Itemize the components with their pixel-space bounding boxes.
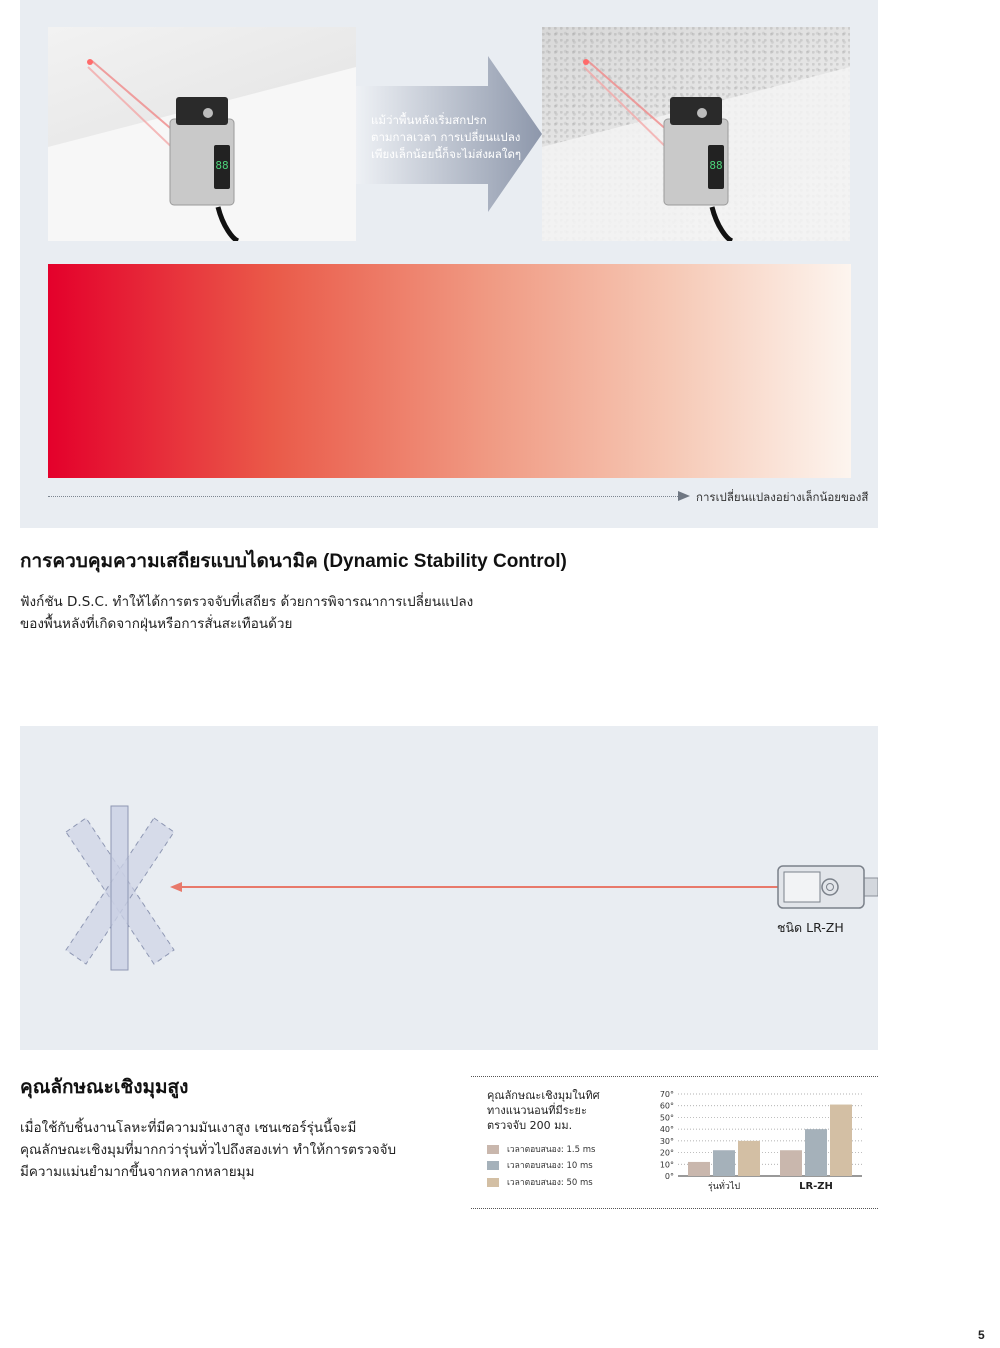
legend-label: เวลาตอบสนอง: 10 ms xyxy=(507,1161,593,1171)
legend-swatch xyxy=(487,1161,499,1170)
angle-section-body xyxy=(20,1117,396,1183)
legend-item xyxy=(487,1175,593,1189)
chart-description-line: ตรวจจับ 200 มม. xyxy=(487,1119,573,1132)
angle-diagram xyxy=(20,726,878,1050)
x-category-label: LR-ZH xyxy=(799,1181,833,1192)
bar xyxy=(830,1105,852,1176)
chart-description-line: คุณลักษณะเชิงมุมในทิศ xyxy=(487,1089,600,1102)
chart-box-bottom-border xyxy=(471,1208,878,1209)
sensor-model-label: ชนิด LR-ZH xyxy=(777,920,844,935)
dsc-body-line: ฟังก์ชัน D.S.C. ทำให้ได้การตรวจจับที่เสถียร ด้วยการพิจารณาการเปลี่ยนแปลง xyxy=(20,594,474,610)
y-tick-label: 20° xyxy=(659,1148,674,1158)
y-tick-label: 70° xyxy=(659,1090,674,1099)
arrow-caption-line: ตามกาลเวลา การเปลี่ยนแปลง xyxy=(371,130,521,144)
dsc-section-title: การควบคุมความเสถียรแบบไดนามิค (Dynamic Stability Control) xyxy=(20,551,567,572)
svg-text:88: 88 xyxy=(709,159,723,172)
color-change-label: การเปลี่ยนแปลงอย่างเล็กน้อยของสี xyxy=(696,490,869,504)
legend-item xyxy=(487,1158,593,1172)
sensor-photo-clean-background xyxy=(48,27,356,241)
beam-arrow-icon xyxy=(170,882,780,892)
y-tick-label: 10° xyxy=(659,1160,674,1170)
bar xyxy=(780,1150,802,1176)
legend-label: เวลาตอบสนอง: 1.5 ms xyxy=(507,1145,596,1155)
color-change-dotted-line xyxy=(48,496,678,497)
arrow-right-icon xyxy=(678,491,690,501)
x-category-label: รุ่นทั่วไป xyxy=(707,1182,741,1192)
sensor-illustration-icon xyxy=(48,27,356,241)
y-tick-label: 60° xyxy=(659,1101,674,1111)
chart-description-line: ทางแนวนอนที่มีระยะ xyxy=(487,1104,587,1117)
angle-body-line: คุณลักษณะเชิงมุมที่มากกว่ารุ่นทั่วไปถึงสองเท่า ทำให้การตรวจจับ xyxy=(20,1142,397,1158)
sensor-side-icon xyxy=(778,866,878,908)
legend-item xyxy=(487,1142,595,1156)
tilted-workpiece-icon xyxy=(66,806,174,970)
sensor-photo-dirty-background xyxy=(542,27,850,241)
color-gradient-bar xyxy=(48,264,851,478)
y-tick-label: 40° xyxy=(659,1125,674,1135)
arrow-caption-line: เพียงเล็กน้อยนี้ก็จะไม่ส่งผลใดๆ xyxy=(371,147,522,161)
bar xyxy=(713,1150,735,1176)
page-number: 5 xyxy=(978,1328,985,1342)
y-tick-label: 30° xyxy=(659,1136,674,1146)
angle-section-title: คุณลักษณะเชิงมุมสูง xyxy=(20,1077,189,1098)
y-tick-label: 50° xyxy=(659,1113,674,1123)
bar xyxy=(738,1141,760,1176)
arrow-caption xyxy=(371,112,531,163)
sensor-illustration-icon xyxy=(542,27,850,241)
svg-text:88: 88 xyxy=(215,159,229,172)
legend-label: เวลาตอบสนอง: 50 ms xyxy=(507,1178,593,1188)
chart-description xyxy=(487,1088,627,1133)
angle-body-line: เมื่อใช้กับชิ้นงานโลหะที่มีความมันเงาสูง เซนเซอร์รุ่นนี้จะมี xyxy=(20,1120,357,1136)
bar xyxy=(688,1162,710,1176)
bar xyxy=(805,1129,827,1176)
angle-bar-chart xyxy=(650,1086,870,1198)
y-tick-label: 0° xyxy=(664,1172,674,1181)
chart-box-top-border xyxy=(471,1076,878,1077)
legend-swatch xyxy=(487,1145,499,1154)
angle-body-line: มีความแม่นยำมากขึ้นจากหลากหลายมุม xyxy=(20,1164,255,1180)
dsc-body-line: ของพื้นหลังที่เกิดจากฝุ่นหรือการสั่นสะเทือนด้วย xyxy=(20,616,293,632)
arrow-caption-line: แม้ว่าพื้นหลังเริ่มสกปรก xyxy=(371,113,487,127)
legend-swatch xyxy=(487,1178,499,1187)
dsc-section-body xyxy=(20,591,473,635)
